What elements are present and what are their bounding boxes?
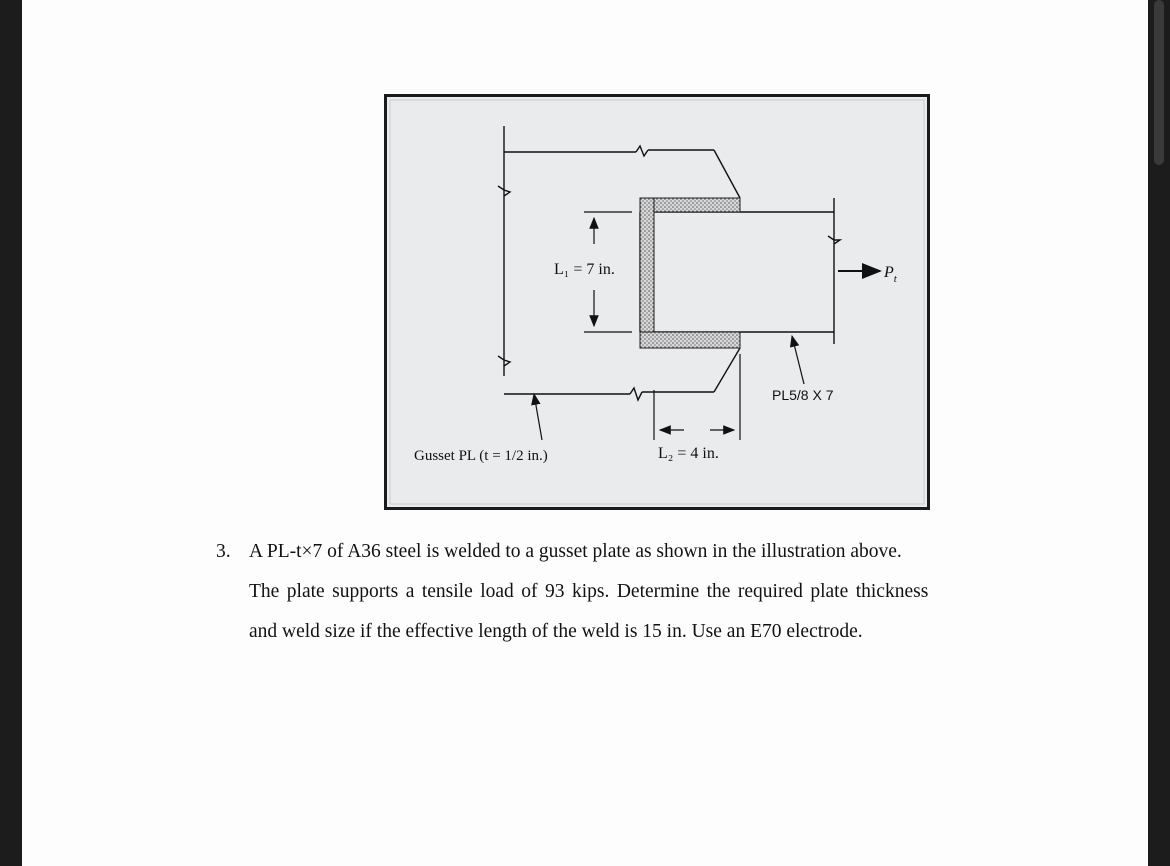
figure-frame: [386, 96, 929, 509]
problem-number: 3.: [216, 541, 231, 562]
problem-text: [249, 532, 1049, 652]
weld-connection-figure: [384, 94, 930, 510]
gusset-label: Gusset PL (t = 1/2 in.): [414, 448, 548, 464]
l2-label: L₂ = 4 in.: [658, 445, 719, 462]
problem-line-3: and weld size if the effective length of the weld is 15 in. Use an E70 electrode.: [249, 621, 863, 642]
load-label: $P_t$: [884, 264, 897, 285]
problem-line-2: The plate supports a tensile load of 93 kips. Determine the required plate thickness: [249, 581, 929, 602]
plate-label: PL5/8 X 7: [772, 387, 834, 403]
problem-line-1: A PL-t×7 of A36 steel is welded to a gusset plate as shown in the illustration above.: [249, 541, 902, 562]
scrollbar-thumb[interactable]: [1154, 0, 1164, 165]
l1-label: L₁ = 7 in.: [554, 261, 615, 278]
